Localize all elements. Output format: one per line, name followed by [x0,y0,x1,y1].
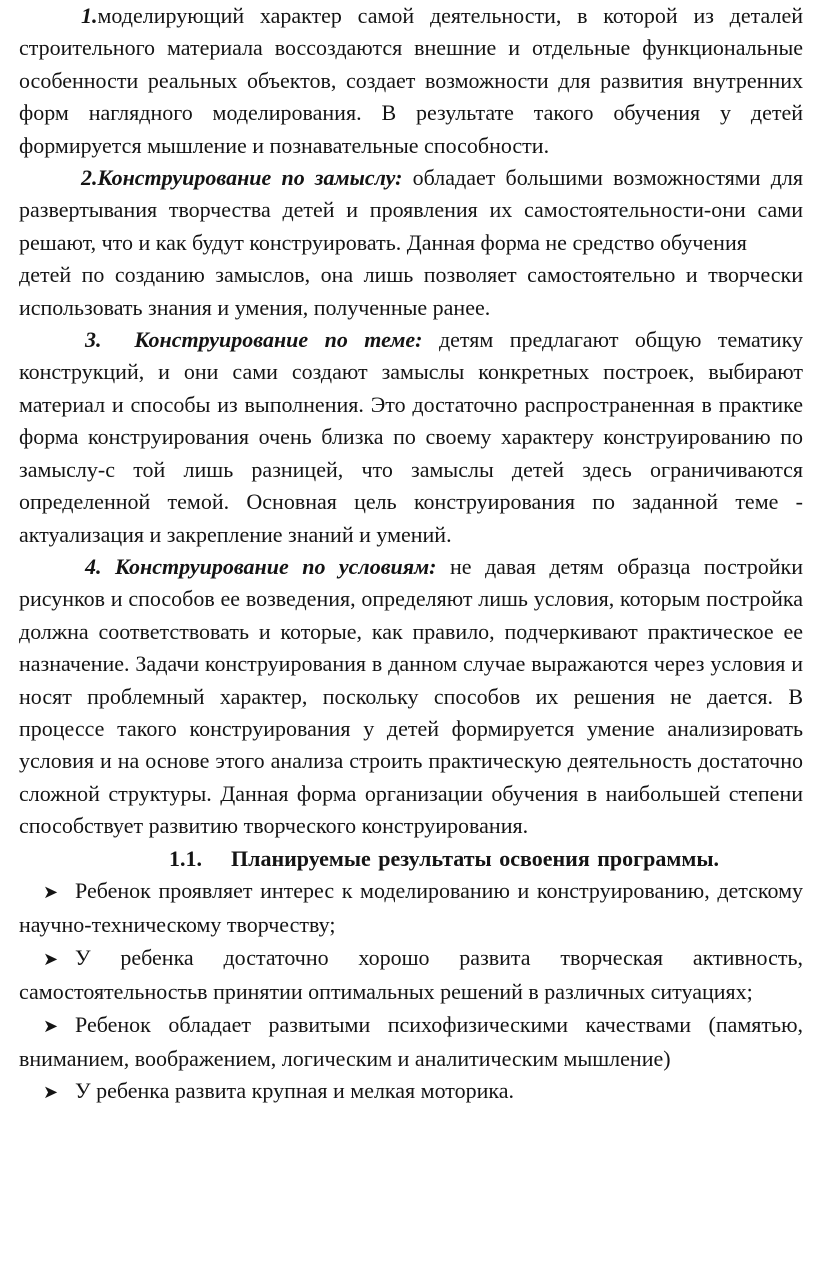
list-item-text: Ребенок обладает развитыми психофизическими качествами (памятью, вниманием, воображением, логическим и аналитическим мышление) [19,1011,803,1071]
document-page [19,0,803,1110]
list-item-text: У ребенка достаточно хорошо развита творческая активность, самостоятельностьв принятии оптимальных решений в различных ситуациях; [19,944,803,1005]
section-heading [169,843,803,875]
section-heading-title: Планируемые результаты освоения программы. [231,845,720,871]
paragraph-1-number: 1. [81,3,98,28]
list-item [19,1075,803,1109]
paragraph-4-number: 4. [85,553,102,579]
paragraph-3-title: Конструирование по теме: [134,327,423,353]
paragraph-3 [19,324,803,551]
arrowhead-bullet-icon: ➤ [43,1015,59,1037]
paragraph-2-text: обладает большими возможностями для развертывания творчества детей и проявления их самостоятельности-они сами решают, что и как будут конструировать. Данная форма не средство обучения [19,165,804,255]
paragraph-3-text: детям предлагают общую тематику конструкций, и они сами создают замыслы конкретных построек, выбирают материал и способы из выполнения. Это достаточно распространенная в практике форма конструирования очень близка по своему характеру конструированию по замыслу-с той лишь разницей, что замыслы детей здесь ограничиваются определенной темой. Основная цель конструирования по заданной теме - актуализация и закрепление знаний и умений. [19,327,804,547]
list-item [19,1009,803,1076]
paragraph-2 [19,162,803,259]
list-item [19,942,803,1009]
paragraph-2b-text: детей по созданию замыслов, она лишь позволяет самостоятельно и творчески использовать знания и умения, полученные ранее. [19,262,803,320]
paragraph-4-text: не давая детям образца постройки рисунков и способов ее возведения, определяют лишь условия, которым постройка должна соответствовать и которые, как правило, подчеркивают практическое ее назначение. Задачи конструирования в данном случае выражаются через условия и носят проблемный характер, поскольку способов их решения не дается. В процессе такого конструирования у детей формируется умение анализировать условия и на основе этого анализа строить практическую деятельность достаточно сложной структуры. Данная форма организации обучения в наибольшей степени способствует развитию творческого конструирования. [19,553,803,839]
paragraph-2-title: 2.Конструирование по замыслу: [81,165,403,191]
list-item-text: Ребенок проявляет интерес к моделированию и конструированию, детскому научно-техническому творчеству; [19,877,803,938]
arrowhead-bullet-icon: ➤ [43,948,59,970]
section-heading-number: 1.1. [169,845,202,871]
list-item [19,875,803,942]
arrowhead-bullet-icon: ➤ [43,881,59,903]
paragraph-1 [19,0,803,162]
paragraph-4-title: Конструирование по условиям: [114,553,437,579]
paragraph-2-continuation [19,259,803,324]
arrowhead-bullet-icon: ➤ [43,1082,59,1104]
list-item-text: У ребенка развита крупная и мелкая моторика. [75,1078,515,1104]
paragraph-1-text: моделирующий характер самой деятельности, в которой из деталей строительного материала воссоздаются внешние и отдельные функциональные особенности реальных объектов, создает возможности для развития внутренних форм наглядного моделирования. В результате такого обучения у детей формируется мышление и познавательные способности. [19,3,803,158]
paragraph-3-number: 3. [85,327,102,353]
paragraph-4 [19,551,803,843]
